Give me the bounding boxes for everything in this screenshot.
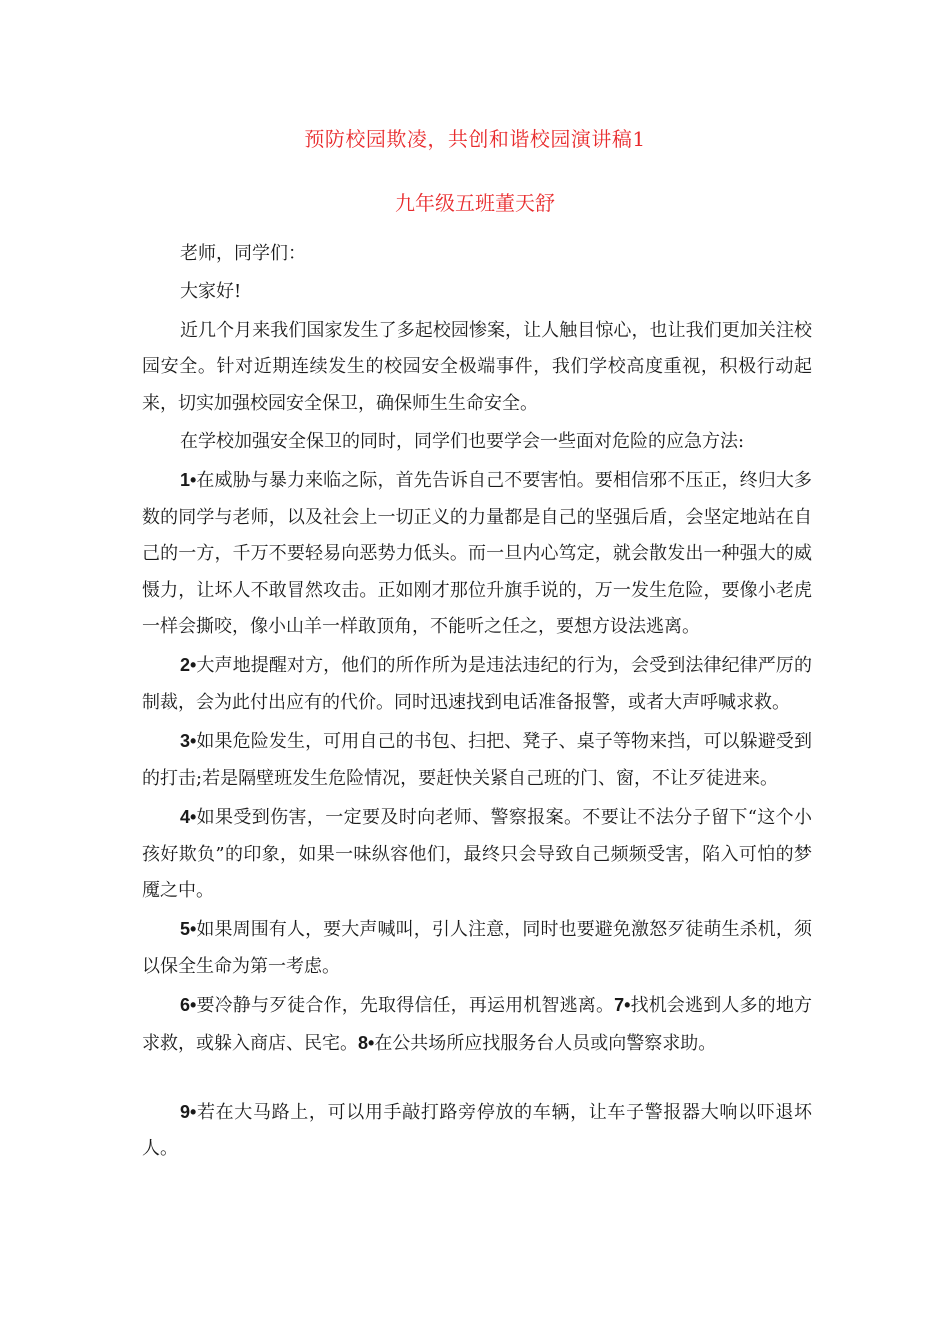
item-number: 9• [180, 1101, 197, 1122]
paragraph-text: 若在大马路上，可以用手敲打路旁停放的车辆，让车子警报器大响以吓退坏人。 [142, 1101, 812, 1160]
paragraph-text: 近几个月来我们国家发生了多起校园惨案，让人触目惊心，也让我们更加关注校园安全。针对近期连续发生的校园安全极端事件，我们学校高度重视，积极行动起来，切实加强校园安全保卫，确保师生生命安全。 [142, 319, 812, 414]
method-item-1 [142, 462, 812, 645]
speech-body [142, 236, 812, 1168]
greeting-paragraph [142, 236, 812, 272]
method-item-9 [142, 1094, 812, 1168]
item-number: 8• [358, 1032, 375, 1053]
method-items-6-8 [142, 987, 812, 1062]
method-item-3 [142, 723, 812, 797]
item-number: 5• [180, 919, 197, 940]
paragraph-text: 老师，同学们： [180, 243, 306, 264]
methods-intro-paragraph [142, 424, 812, 460]
method-item-2 [142, 647, 812, 721]
method-item-4 [142, 799, 812, 909]
paragraph-text: 如果受到伤害，一定要及时向老师、警察报案。不要让不法分子留下“这个小孩好欺负”的印象，如果一味纵容他们，最终只会导致自己频频受害，陷入可怕的梦魇之中。 [142, 807, 812, 901]
paragraph-text: 大家好! [180, 281, 242, 303]
item-number: 7• [614, 995, 631, 1016]
paragraph-text: 在学校加强安全保卫的同时，同学们也要学会一些面对危险的应急方法: [180, 431, 745, 453]
document-title: 预防校园欺凌，共创和谐校园演讲稿1 [304, 127, 646, 151]
item-number: 6• [180, 995, 197, 1016]
paragraph-text: 要冷静与歹徒合作，先取得信任，再运用机智逃离。 [196, 995, 615, 1017]
item-number: 3• [180, 731, 197, 752]
paragraph-text: 找机会逃到人多的地方求救，或躲入商店、民宅。 [142, 995, 813, 1054]
item-number: 1• [180, 470, 197, 491]
intro-paragraph [142, 313, 812, 422]
item-number: 2• [180, 655, 197, 676]
item-number: 4• [180, 807, 197, 828]
author-line: 九年级五班董天舒 [395, 191, 555, 215]
paragraph-text: 如果周围有人，要大声喊叫，引人注意，同时也要避免激怒歹徒萌生杀机，须以保全生命为第一考虑。 [142, 919, 812, 977]
hello-paragraph [142, 274, 812, 310]
paragraph-text: 在威胁与暴力来临之际，首先告诉自己不要害怕。要相信邪不压正，终归大多数的同学与老师，以及社会上一切正义的力量都是自己的坚强后盾，会坚定地站在自己的一方，千万不要轻易向恶势力低头。而一旦内心笃定，就会散发出一种强大的威慑力，让坏人不敢冒然攻击。正如刚才那位升旗手说的，万一发生危险，要像小老虎一样会撕咬，像小山羊一样敢顶角，不能听之任之，要想方设法逃离。 [142, 470, 812, 638]
paragraph-text: 在公共场所应找服务台人员或向警察求助。 [374, 1032, 717, 1054]
method-item-5 [142, 911, 812, 985]
paragraph-text: 如果危险发生，可用自己的书包、扫把、凳子、桌子等物来挡，可以躲避受到的打击;若是隔壁班发生危险情况，要赶快关紧自己班的门、窗，不让歹徒进来。 [142, 731, 812, 789]
paragraph-text: 大声地提醒对方，他们的所作所为是违法违纪的行为，会受到法律纪律严厉的制裁，会为此付出应有的代价。同时迅速找到电话准备报警，或者大声呼喊求救。 [142, 655, 812, 713]
